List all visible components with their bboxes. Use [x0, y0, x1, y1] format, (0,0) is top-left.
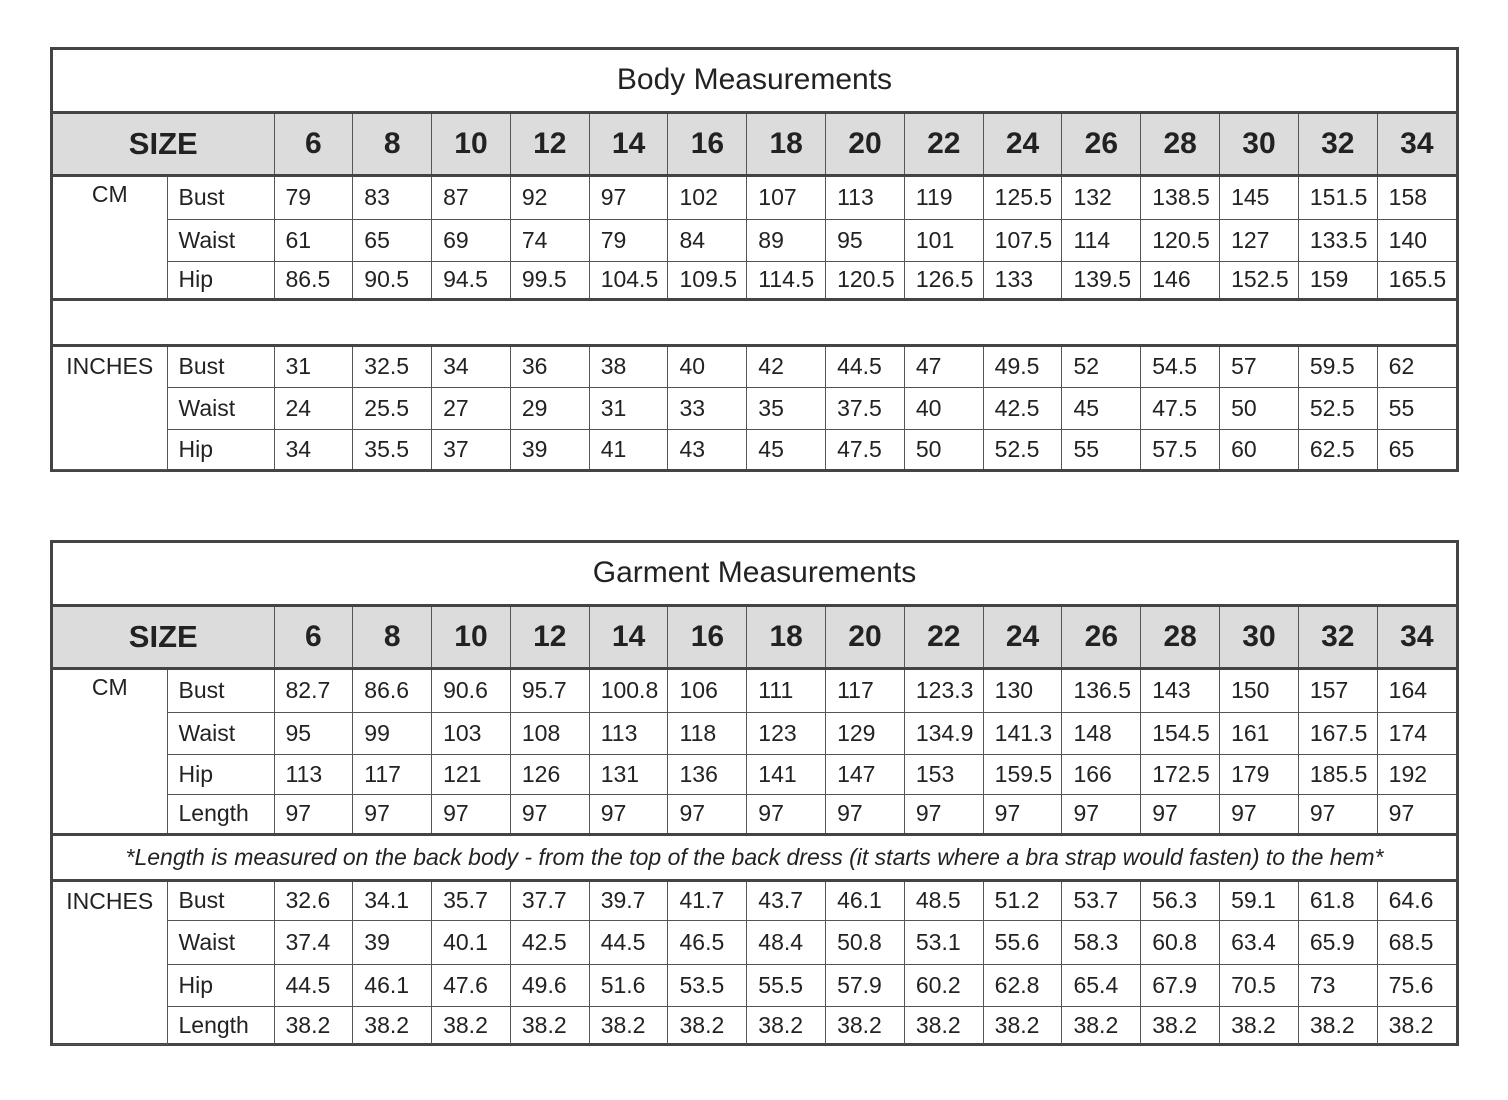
measurement-cell: 79: [589, 219, 668, 261]
measurement-cell: 146: [1141, 261, 1220, 299]
measurement-cell: 62.8: [983, 964, 1062, 1006]
measurement-cell: 120.5: [1141, 219, 1220, 261]
measurement-cell: 48.4: [747, 920, 826, 964]
measurement-label: Waist: [167, 387, 274, 429]
measurement-cell: 54.5: [1141, 345, 1220, 387]
measurement-cell: 57: [1220, 345, 1299, 387]
measurement-cell: 51.2: [983, 880, 1062, 920]
table-row: [53, 920, 1456, 964]
measurement-cell: 109.5: [668, 261, 747, 299]
size-header-cell: 16: [668, 605, 747, 668]
measurement-cell: 32.5: [353, 345, 432, 387]
measurement-cell: 123.3: [904, 668, 983, 712]
measurement-cell: 119: [904, 175, 983, 219]
measurement-cell: 59.1: [1220, 880, 1299, 920]
measurement-cell: 37: [432, 429, 511, 469]
measurement-cell: 104.5: [589, 261, 668, 299]
measurement-label: Bust: [167, 175, 274, 219]
table-row: [53, 219, 1456, 261]
measurement-cell: 134.9: [904, 712, 983, 754]
measurement-cell: 38.2: [747, 1006, 826, 1044]
measurement-cell: 141.3: [983, 712, 1062, 754]
measurement-cell: 167.5: [1298, 712, 1377, 754]
size-header-cell: 14: [589, 605, 668, 668]
measurement-cell: 75.6: [1377, 964, 1456, 1006]
measurement-cell: 133.5: [1298, 219, 1377, 261]
measurement-cell: 138.5: [1141, 175, 1220, 219]
size-header-cell: 32: [1298, 112, 1377, 175]
measurement-cell: 150: [1220, 668, 1299, 712]
measurement-cell: 166: [1062, 754, 1141, 794]
measurement-cell: 97: [432, 794, 511, 834]
measurement-cell: 126.5: [904, 261, 983, 299]
measurement-cell: 47.6: [432, 964, 511, 1006]
cm-unit-label: CM: [53, 668, 167, 834]
measurement-cell: 65: [1377, 429, 1456, 469]
measurement-cell: 153: [904, 754, 983, 794]
measurement-cell: 47.5: [1141, 387, 1220, 429]
size-header: SIZE: [53, 605, 274, 668]
size-header-cell: 24: [983, 605, 1062, 668]
size-header-cell: 16: [668, 112, 747, 175]
measurement-cell: 38.2: [432, 1006, 511, 1044]
measurement-cell: 38.2: [274, 1006, 353, 1044]
table-row: [53, 964, 1456, 1006]
measurement-cell: 97: [1062, 794, 1141, 834]
measurement-label: Hip: [167, 261, 274, 299]
measurement-cell: 154.5: [1141, 712, 1220, 754]
size-header-cell: 10: [432, 605, 511, 668]
measurement-cell: 37.5: [826, 387, 905, 429]
measurement-cell: 99: [353, 712, 432, 754]
table-row: [53, 429, 1456, 469]
table-row: [53, 387, 1456, 429]
measurement-cell: 62: [1377, 345, 1456, 387]
measurement-cell: 90.6: [432, 668, 511, 712]
measurement-cell: 132: [1062, 175, 1141, 219]
measurement-cell: 44.5: [826, 345, 905, 387]
measurement-cell: 73: [1298, 964, 1377, 1006]
measurement-cell: 44.5: [274, 964, 353, 1006]
size-header-cell: 34: [1377, 605, 1456, 668]
body-size-header-row: [53, 112, 1456, 175]
measurement-cell: 42.5: [983, 387, 1062, 429]
measurement-cell: 95: [826, 219, 905, 261]
measurement-cell: 63.4: [1220, 920, 1299, 964]
measurement-cell: 97: [1298, 794, 1377, 834]
measurement-cell: 97: [1220, 794, 1299, 834]
measurement-cell: 165.5: [1377, 261, 1456, 299]
length-note: *Length is measured on the back body - from the top of the back dress (it starts where a bra strap would fasten) to the hem*: [53, 834, 1456, 880]
measurement-cell: 136: [668, 754, 747, 794]
measurement-cell: 61.8: [1298, 880, 1377, 920]
measurement-cell: 82.7: [274, 668, 353, 712]
measurement-cell: 38.2: [589, 1006, 668, 1044]
measurement-cell: 57.9: [826, 964, 905, 1006]
measurement-cell: 68.5: [1377, 920, 1456, 964]
measurement-cell: 107.5: [983, 219, 1062, 261]
measurement-cell: 38.2: [1062, 1006, 1141, 1044]
measurement-cell: 65: [353, 219, 432, 261]
size-header-cell: 24: [983, 112, 1062, 175]
measurement-cell: 140: [1377, 219, 1456, 261]
garment-measurements-title: Garment Measurements: [53, 543, 1456, 605]
measurement-cell: 50.8: [826, 920, 905, 964]
measurement-cell: 38.2: [1377, 1006, 1456, 1044]
measurement-cell: 107: [747, 175, 826, 219]
measurement-cell: 97: [589, 175, 668, 219]
measurement-cell: 65.4: [1062, 964, 1141, 1006]
measurement-cell: 86.5: [274, 261, 353, 299]
size-header-cell: 32: [1298, 605, 1377, 668]
inches-unit-label: INCHES: [53, 880, 167, 1044]
measurement-cell: 55.6: [983, 920, 1062, 964]
measurement-cell: 59.5: [1298, 345, 1377, 387]
measurement-cell: 114.5: [747, 261, 826, 299]
measurement-cell: 49.5: [983, 345, 1062, 387]
measurement-cell: 48.5: [904, 880, 983, 920]
measurement-cell: 147: [826, 754, 905, 794]
measurement-cell: 27: [432, 387, 511, 429]
garment-measurements-chart: [50, 540, 1459, 1046]
measurement-cell: 129: [826, 712, 905, 754]
measurement-cell: 79: [274, 175, 353, 219]
measurement-label: Hip: [167, 964, 274, 1006]
separator-cell: [53, 299, 1456, 345]
size-header-cell: 8: [353, 605, 432, 668]
measurement-cell: 145: [1220, 175, 1299, 219]
measurement-cell: 136.5: [1062, 668, 1141, 712]
measurement-cell: 37.7: [510, 880, 589, 920]
measurement-cell: 97: [353, 794, 432, 834]
measurement-cell: 141: [747, 754, 826, 794]
measurement-cell: 127: [1220, 219, 1299, 261]
measurement-cell: 113: [589, 712, 668, 754]
size-header-cell: 18: [747, 605, 826, 668]
size-header-cell: 22: [904, 112, 983, 175]
size-header-cell: 8: [353, 112, 432, 175]
measurement-cell: 151.5: [1298, 175, 1377, 219]
size-header-cell: 30: [1220, 112, 1299, 175]
measurement-cell: 118: [668, 712, 747, 754]
size-header-cell: 28: [1141, 112, 1220, 175]
measurement-label: Bust: [167, 345, 274, 387]
measurement-cell: 40.1: [432, 920, 511, 964]
measurement-cell: 113: [274, 754, 353, 794]
measurement-cell: 51.6: [589, 964, 668, 1006]
measurement-cell: 148: [1062, 712, 1141, 754]
measurement-cell: 49.6: [510, 964, 589, 1006]
measurement-cell: 52: [1062, 345, 1141, 387]
measurement-cell: 70.5: [1220, 964, 1299, 1006]
size-header-cell: 20: [826, 605, 905, 668]
table-row: [53, 261, 1456, 299]
measurement-cell: 34: [432, 345, 511, 387]
measurement-cell: 46.1: [826, 880, 905, 920]
measurement-cell: 41: [589, 429, 668, 469]
measurement-cell: 34.1: [353, 880, 432, 920]
measurement-cell: 172.5: [1141, 754, 1220, 794]
measurement-cell: 103: [432, 712, 511, 754]
measurement-cell: 35.5: [353, 429, 432, 469]
measurement-label: Length: [167, 794, 274, 834]
measurement-cell: 158: [1377, 175, 1456, 219]
measurement-cell: 40: [668, 345, 747, 387]
measurement-cell: 101: [904, 219, 983, 261]
measurement-cell: 67.9: [1141, 964, 1220, 1006]
measurement-cell: 89: [747, 219, 826, 261]
measurement-cell: 38.2: [904, 1006, 983, 1044]
size-header-cell: 10: [432, 112, 511, 175]
measurement-cell: 106: [668, 668, 747, 712]
measurement-cell: 37.4: [274, 920, 353, 964]
measurement-cell: 97: [904, 794, 983, 834]
measurement-cell: 152.5: [1220, 261, 1299, 299]
measurement-cell: 31: [589, 387, 668, 429]
size-header-cell: 28: [1141, 605, 1220, 668]
measurement-cell: 117: [826, 668, 905, 712]
measurement-cell: 38.2: [510, 1006, 589, 1044]
measurement-cell: 62.5: [1298, 429, 1377, 469]
measurement-cell: 69: [432, 219, 511, 261]
measurement-cell: 60.8: [1141, 920, 1220, 964]
table-row: [53, 794, 1456, 834]
measurement-cell: 94.5: [432, 261, 511, 299]
measurement-cell: 179: [1220, 754, 1299, 794]
measurement-cell: 159: [1298, 261, 1377, 299]
measurement-label: Hip: [167, 429, 274, 469]
measurement-cell: 50: [1220, 387, 1299, 429]
measurement-label: Hip: [167, 754, 274, 794]
size-header: SIZE: [53, 112, 274, 175]
measurement-cell: 36: [510, 345, 589, 387]
measurement-cell: 131: [589, 754, 668, 794]
measurement-cell: 164: [1377, 668, 1456, 712]
measurement-cell: 53.7: [1062, 880, 1141, 920]
measurement-cell: 192: [1377, 754, 1456, 794]
measurement-cell: 58.3: [1062, 920, 1141, 964]
measurement-cell: 157: [1298, 668, 1377, 712]
measurement-cell: 97: [1377, 794, 1456, 834]
cm-unit-label: CM: [53, 175, 167, 299]
measurement-label: Waist: [167, 920, 274, 964]
measurement-cell: 130: [983, 668, 1062, 712]
measurement-cell: 97: [274, 794, 353, 834]
measurement-cell: 46.1: [353, 964, 432, 1006]
measurement-label: Bust: [167, 880, 274, 920]
measurement-cell: 39.7: [589, 880, 668, 920]
table-row: [53, 175, 1456, 219]
measurement-cell: 65.9: [1298, 920, 1377, 964]
inches-unit-label: INCHES: [53, 345, 167, 469]
measurement-cell: 55: [1062, 429, 1141, 469]
measurement-cell: 29: [510, 387, 589, 429]
measurement-cell: 97: [589, 794, 668, 834]
measurement-cell: 64.6: [1377, 880, 1456, 920]
measurement-cell: 100.8: [589, 668, 668, 712]
measurement-cell: 125.5: [983, 175, 1062, 219]
measurement-cell: 95: [274, 712, 353, 754]
size-header-cell: 12: [510, 605, 589, 668]
measurement-cell: 113: [826, 175, 905, 219]
measurement-cell: 31: [274, 345, 353, 387]
measurement-cell: 56.3: [1141, 880, 1220, 920]
measurement-cell: 38.2: [983, 1006, 1062, 1044]
measurement-cell: 60.2: [904, 964, 983, 1006]
measurement-label: Waist: [167, 712, 274, 754]
measurement-cell: 33: [668, 387, 747, 429]
size-header-cell: 34: [1377, 112, 1456, 175]
measurement-cell: 32.6: [274, 880, 353, 920]
measurement-cell: 61: [274, 219, 353, 261]
measurement-cell: 117: [353, 754, 432, 794]
measurement-cell: 52.5: [1298, 387, 1377, 429]
measurement-cell: 114: [1062, 219, 1141, 261]
size-header-cell: 26: [1062, 112, 1141, 175]
size-header-cell: 6: [274, 112, 353, 175]
measurement-cell: 38.2: [826, 1006, 905, 1044]
measurement-cell: 97: [1141, 794, 1220, 834]
measurement-cell: 42.5: [510, 920, 589, 964]
body-measurements-title: Body Measurements: [53, 50, 1456, 112]
garment-size-header-row: [53, 605, 1456, 668]
size-header-cell: 6: [274, 605, 353, 668]
measurement-cell: 25.5: [353, 387, 432, 429]
measurement-cell: 40: [904, 387, 983, 429]
measurement-cell: 60: [1220, 429, 1299, 469]
measurement-cell: 47.5: [826, 429, 905, 469]
measurement-cell: 97: [668, 794, 747, 834]
measurement-cell: 185.5: [1298, 754, 1377, 794]
table-row: [53, 712, 1456, 754]
measurement-cell: 121: [432, 754, 511, 794]
measurement-cell: 84: [668, 219, 747, 261]
measurement-cell: 39: [353, 920, 432, 964]
measurement-cell: 139.5: [1062, 261, 1141, 299]
body-measurements-table: [53, 50, 1456, 470]
measurement-cell: 133: [983, 261, 1062, 299]
measurement-cell: 52.5: [983, 429, 1062, 469]
garment-measurements-table: [53, 543, 1456, 1045]
measurement-cell: 87: [432, 175, 511, 219]
measurement-label: Bust: [167, 668, 274, 712]
measurement-cell: 95.7: [510, 668, 589, 712]
measurement-cell: 83: [353, 175, 432, 219]
measurement-cell: 161: [1220, 712, 1299, 754]
body-measurements-body: [53, 175, 1456, 469]
measurement-cell: 53.5: [668, 964, 747, 1006]
table-row: [53, 345, 1456, 387]
measurement-cell: 38.2: [1298, 1006, 1377, 1044]
measurement-cell: 111: [747, 668, 826, 712]
measurement-cell: 45: [1062, 387, 1141, 429]
size-header-cell: 14: [589, 112, 668, 175]
measurement-cell: 44.5: [589, 920, 668, 964]
measurement-cell: 39: [510, 429, 589, 469]
size-header-cell: 22: [904, 605, 983, 668]
size-header-cell: 12: [510, 112, 589, 175]
size-header-cell: 20: [826, 112, 905, 175]
measurement-cell: 55: [1377, 387, 1456, 429]
measurement-cell: 86.6: [353, 668, 432, 712]
measurement-cell: 97: [983, 794, 1062, 834]
measurement-cell: 35.7: [432, 880, 511, 920]
measurement-cell: 108: [510, 712, 589, 754]
size-header-cell: 30: [1220, 605, 1299, 668]
measurement-cell: 46.5: [668, 920, 747, 964]
measurement-cell: 92: [510, 175, 589, 219]
table-row: [53, 880, 1456, 920]
measurement-cell: 159.5: [983, 754, 1062, 794]
measurement-cell: 43: [668, 429, 747, 469]
measurement-cell: 41.7: [668, 880, 747, 920]
note-row: [53, 834, 1456, 880]
measurement-cell: 120.5: [826, 261, 905, 299]
measurement-cell: 35: [747, 387, 826, 429]
measurement-cell: 47: [904, 345, 983, 387]
size-header-cell: 18: [747, 112, 826, 175]
body-measurements-chart: [50, 47, 1459, 472]
measurement-cell: 99.5: [510, 261, 589, 299]
measurement-cell: 57.5: [1141, 429, 1220, 469]
measurement-cell: 45: [747, 429, 826, 469]
measurement-cell: 102: [668, 175, 747, 219]
table-row: [53, 1006, 1456, 1044]
measurement-cell: 97: [510, 794, 589, 834]
measurement-cell: 38: [589, 345, 668, 387]
table-row: [53, 668, 1456, 712]
measurement-cell: 55.5: [747, 964, 826, 1006]
measurement-cell: 38.2: [1141, 1006, 1220, 1044]
separator-row: [53, 299, 1456, 345]
measurement-cell: 126: [510, 754, 589, 794]
measurement-cell: 24: [274, 387, 353, 429]
measurement-cell: 43.7: [747, 880, 826, 920]
measurement-cell: 174: [1377, 712, 1456, 754]
measurement-cell: 143: [1141, 668, 1220, 712]
measurement-cell: 90.5: [353, 261, 432, 299]
measurement-cell: 97: [747, 794, 826, 834]
measurement-cell: 53.1: [904, 920, 983, 964]
measurement-cell: 42: [747, 345, 826, 387]
measurement-cell: 34: [274, 429, 353, 469]
measurement-cell: 38.2: [668, 1006, 747, 1044]
measurement-label: Length: [167, 1006, 274, 1044]
measurement-cell: 123: [747, 712, 826, 754]
measurement-cell: 97: [826, 794, 905, 834]
measurement-cell: 74: [510, 219, 589, 261]
table-row: [53, 754, 1456, 794]
garment-measurements-body: [53, 668, 1456, 1044]
measurement-label: Waist: [167, 219, 274, 261]
size-header-cell: 26: [1062, 605, 1141, 668]
measurement-cell: 50: [904, 429, 983, 469]
measurement-cell: 38.2: [1220, 1006, 1299, 1044]
measurement-cell: 38.2: [353, 1006, 432, 1044]
